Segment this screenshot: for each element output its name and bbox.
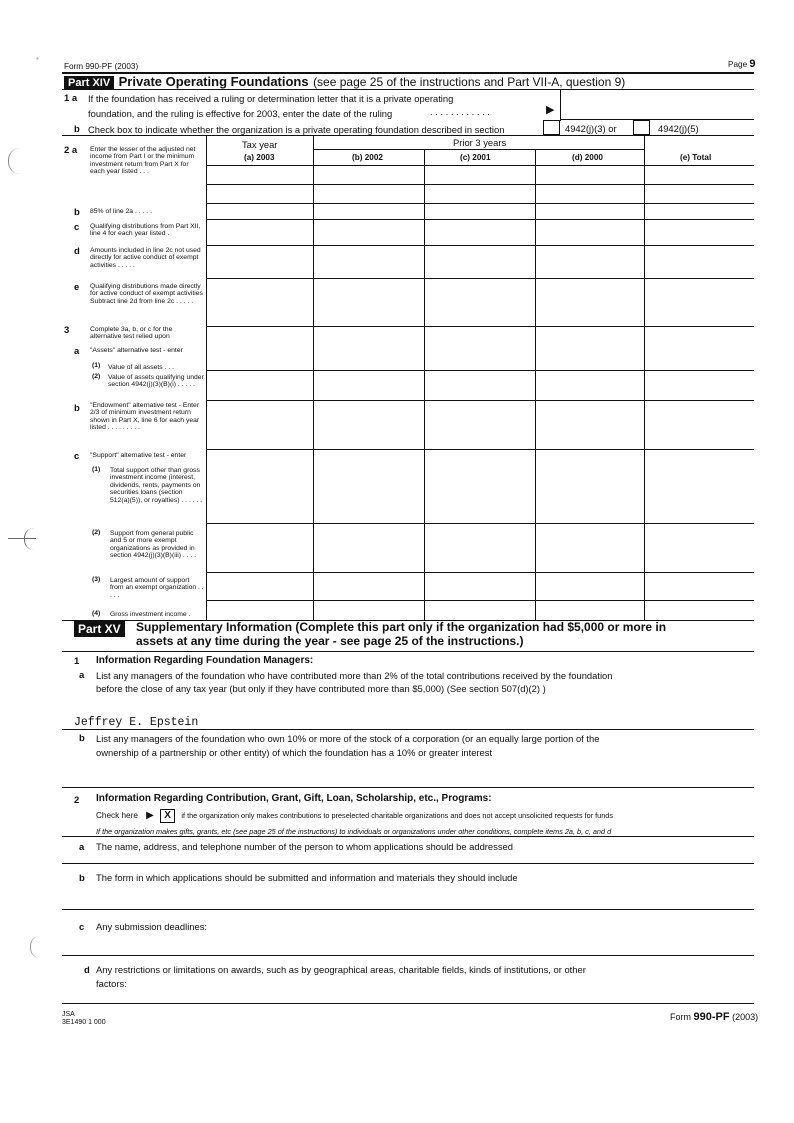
- row-2c-letter: c: [74, 222, 80, 233]
- row-2d-label: Amounts included in line 2c not used directly for active conduct of exempt activities . . . . .: [90, 247, 201, 269]
- q15-1b-line1: List any managers of the foundation who own 10% or more of the stock of a corporation (or an equally large portion of the: [96, 733, 600, 744]
- row-3a1-label: Value of all assets . . .: [108, 364, 174, 371]
- q15-2a-letter: a: [79, 842, 85, 853]
- footer-form-year: (2003): [732, 1012, 759, 1022]
- q1a-arrow-icon: ▶: [546, 104, 555, 116]
- scan-mark: [8, 148, 23, 174]
- q1a-text-line1: If the foundation has received a ruling or determination letter that it is a private operating: [88, 93, 454, 104]
- row-3a-label: "Assets" alternative test - enter: [90, 347, 183, 354]
- q15-2-instructions: If the organization makes gifts, grants, etc (see page 25 of the instructions) to individuals or organizations under other conditions, complete items 2a, b, c, and d: [96, 827, 612, 836]
- row-3-number: 3: [64, 325, 70, 336]
- q15-2d-line2: factors:: [96, 978, 127, 989]
- footer-jsa: JSA: [62, 1011, 75, 1018]
- q15-2-title: Information Regarding Contribution, Grant, Gift, Loan, Scholarship, etc., Programs:: [96, 793, 492, 804]
- row-3c1-number: (1): [92, 466, 101, 473]
- q15-2c-letter: c: [79, 922, 85, 933]
- row-2a-number: 2 a: [64, 145, 78, 156]
- part15-tag: Part XV: [74, 620, 125, 638]
- q15-2b-text: The form in which applications should be submitted and information and materials they should include: [96, 872, 518, 883]
- col-e-total: (e) Total: [680, 153, 712, 162]
- scan-mark: •: [36, 54, 39, 63]
- col-c-2001: (c) 2001: [460, 153, 491, 162]
- row-3c4-label: Gross investment income .: [110, 611, 191, 618]
- footer-form-name: 990-PF: [693, 1011, 730, 1023]
- footer-form-prefix: Form: [670, 1012, 691, 1022]
- part15-title-line1: Supplementary Information (Complete this part only if the organization had $5,000 or more in: [136, 620, 667, 634]
- q1b-text: Check box to indicate whether the organization is a private operating foundation described in section: [88, 124, 505, 135]
- part15-title-line2: assets at any time during the year - see page 25 of the instructions.): [136, 634, 524, 648]
- col-d-2000: (d) 2000: [572, 153, 603, 162]
- q1b-option-4942j3: 4942(j)(3) or: [565, 123, 617, 134]
- row-3b-label: "Endowment" alternative test - Enter 2/3 of minimum investment return shown in Part X, line 6 for each year listed . . . . . . . . .: [90, 402, 200, 432]
- row-3c1-label: Total support other than gross investment income (interest, dividends, rents, payments on securities loans (section 512(a)(5)), or royalties) . . . . . .: [110, 467, 203, 504]
- q15-1a-line1: List any managers of the foundation who have contributed more than 2% of the total contributions received by the foundation: [96, 670, 613, 681]
- q15-2b-letter: b: [79, 873, 85, 884]
- row-2e-letter: e: [74, 282, 80, 293]
- q1b-option-4942j5: 4942(j)(5): [658, 123, 699, 134]
- check-here-text: if the organization only makes contributions to preselected charitable organizations and does not accept unsolicited requests for funds: [181, 811, 614, 820]
- check-here-label: Check here: [96, 811, 138, 820]
- q15-2a-text: The name, address, and telephone number of the person to whom applications should be addressed: [96, 841, 513, 852]
- col-tax-year: Tax year: [242, 139, 278, 150]
- manager-name-answer: Jeffrey E. Epstein: [74, 716, 199, 729]
- checkbox-4942j3[interactable]: [543, 120, 560, 135]
- col-b-2002: (b) 2002: [352, 153, 383, 162]
- q15-1a-letter: a: [79, 670, 85, 681]
- col-prior-years: Prior 3 years: [453, 137, 507, 148]
- scan-mark: [30, 936, 41, 958]
- row-3a2-number: (2): [92, 373, 101, 380]
- row-2a-label: Enter the lesser of the adjusted net income from Part I or the minimum investment return from Part X for each year listed . . .: [90, 146, 196, 176]
- q15-2d-letter: d: [84, 965, 90, 976]
- row-2d-letter: d: [74, 246, 80, 257]
- row-3c2-label: Support from general public and 5 or more exempt organizations as provided in section 4942(j)(3)(B)(iii) . . . .: [110, 530, 197, 560]
- checkbox-4942j5[interactable]: [633, 120, 650, 135]
- q15-1a-line2: before the close of any tax year (but only if they have contributed more than $5,000) (See section 507(d)(2) ): [96, 683, 546, 694]
- row-3a-letter: a: [74, 346, 80, 357]
- row-2c-label: Qualifying distributions from Part XII, line 4 for each year listed .: [90, 223, 201, 238]
- row-3b-letter: b: [74, 403, 80, 414]
- row-3-label: Complete 3a, b, or c for the alternative test relied upon: [90, 326, 173, 341]
- q15-1-number: 1: [74, 656, 80, 667]
- q1b-letter: b: [74, 124, 80, 135]
- part14-title: Private Operating Foundations: [118, 74, 309, 89]
- row-2b-label: 85% of line 2a . . . . .: [90, 208, 152, 215]
- page-number: [728, 58, 756, 70]
- row-2b-letter: b: [74, 207, 80, 218]
- row-3c4-number: (4): [92, 610, 101, 617]
- q15-2d-line1: Any restrictions or limitations on awards, such as by geographical areas, charitable fields, kinds of institutions, or other: [96, 964, 586, 975]
- q1a-text-line2: foundation, and the ruling is effective for 2003, enter the date of the ruling: [88, 108, 393, 119]
- row-3c-letter: c: [74, 451, 80, 462]
- preselected-only-checkbox[interactable]: X: [160, 809, 175, 823]
- check-arrow-icon: ▶: [146, 810, 154, 821]
- page-label: Page: [728, 60, 748, 69]
- footer-code: 3E1490 1 000: [62, 1019, 106, 1026]
- scan-mark: [24, 528, 35, 550]
- q15-2-number: 2: [74, 795, 80, 806]
- q1a-leader-dots: . . . . . . . . . . . .: [430, 106, 490, 117]
- row-3c3-label: Largest amount of support from an exempt organization . . . . .: [110, 577, 204, 599]
- row-3c3-number: (3): [92, 576, 101, 583]
- part14-title-note: (see page 25 of the instructions and Part VII-A, question 9): [313, 75, 626, 89]
- row-2e-label: Qualifying distributions made directly for active conduct of exempt activities Subtract line 2d from line 2c . . . . .: [90, 283, 203, 305]
- part14-tag: Part XIV: [64, 76, 114, 90]
- q15-1b-letter: b: [79, 733, 85, 744]
- q15-2c-text: Any submission deadlines:: [96, 921, 207, 932]
- row-3c2-number: (2): [92, 529, 101, 536]
- row-3a2-label: Value of assets qualifying under section 4942(j)(3)(B)(i) . . . . .: [108, 374, 204, 389]
- q1a-date-field[interactable]: [560, 119, 754, 120]
- q15-1-title: Information Regarding Foundation Managers:: [96, 655, 314, 666]
- footer-form-id: [670, 1011, 758, 1023]
- row-3a1-number: (1): [92, 362, 101, 369]
- q15-2-check-row: [96, 809, 613, 823]
- q15-1b-line2: ownership of a partnership or other entity) of which the foundation has a 10% or greater interest: [96, 747, 493, 758]
- page-number-value: 9: [749, 58, 756, 70]
- row-3c-label: "Support" alternative test - enter: [90, 452, 187, 459]
- form-id: Form 990-PF (2003): [64, 62, 139, 71]
- col-a-2003: (a) 2003: [244, 153, 275, 162]
- q1a-number: 1 a: [64, 93, 78, 104]
